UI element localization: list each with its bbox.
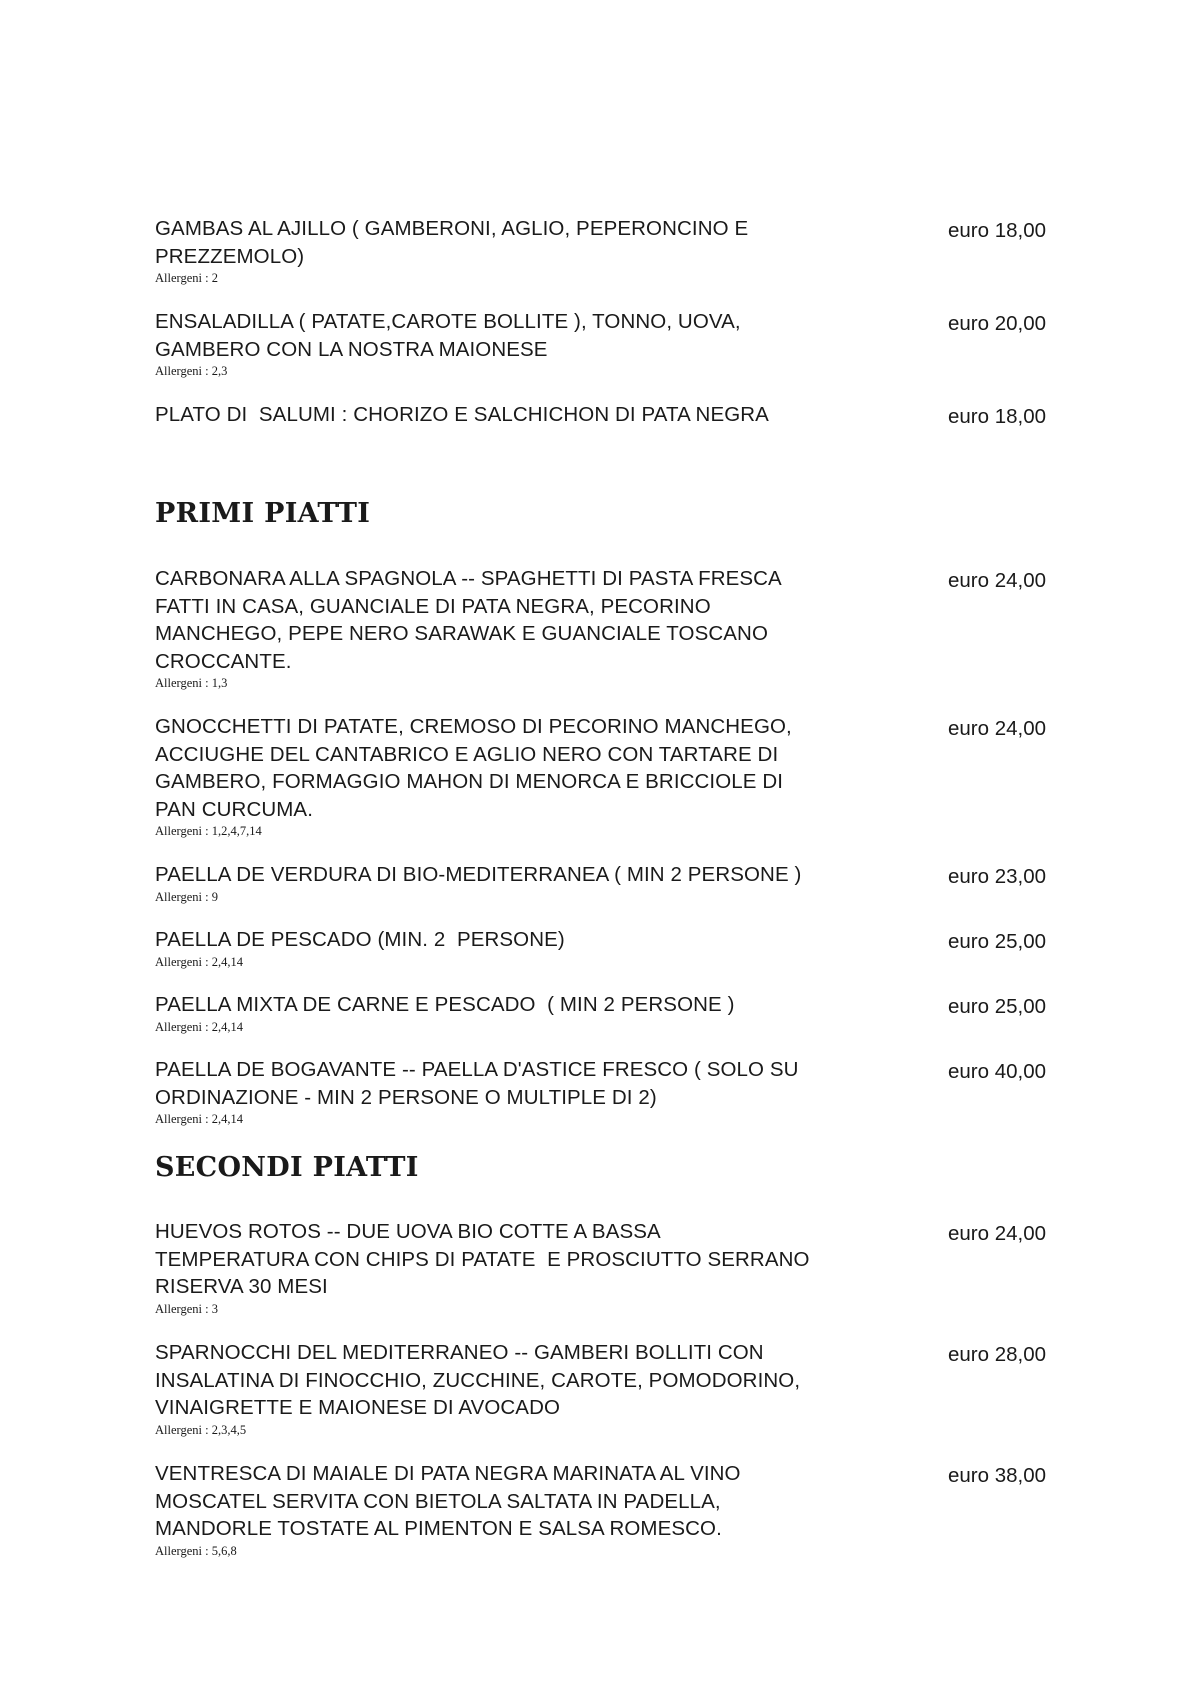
menu-item-salumi	[155, 401, 1055, 429]
menu-item-gnocchetti	[155, 713, 1055, 838]
menu-item-sparnocchi	[155, 1339, 1055, 1437]
item-price: euro 24,00	[948, 569, 1047, 592]
item-allergens: Allergeni : 5,6,8	[155, 1543, 237, 1558]
item-description: PAELLA DE BOGAVANTE -- PAELLA D'ASTICE FRESCO ( SOLO SU ORDINAZIONE - MIN 2 PERSONE O MULTIPLE DI 2)	[155, 1058, 799, 1109]
item-allergens: Allergeni : 2,4,14	[155, 954, 243, 969]
item-price: euro 18,00	[948, 219, 1047, 242]
item-description: SPARNOCCHI DEL MEDITERRANEO -- GAMBERI BOLLITI CON INSALATINA DI FINOCCHIO, ZUCCHINE, CAROTE, POMODORINO, VINAIGRETTE E MAIONESE DI AVOCADO	[155, 1341, 801, 1419]
item-allergens: Allergeni : 2,4,14	[155, 1112, 243, 1126]
item-description: ENSALADILLA ( PATATE,CAROTE BOLLITE ), TONNO, UOVA, GAMBERO CON LA NOSTRA MAIONESE	[155, 310, 741, 361]
item-description: PAELLA DE VERDURA DI BIO-MEDITERRANEA ( MIN 2 PERSONE )	[155, 863, 802, 886]
item-allergens: Allergeni : 1,3	[155, 676, 228, 690]
item-price: euro 38,00	[948, 1464, 1047, 1487]
menu-item-gambas	[155, 215, 1055, 285]
item-allergens: Allergeni : 2,3	[155, 364, 228, 378]
menu-item-paella-pescado	[155, 926, 1055, 969]
item-description: CARBONARA ALLA SPAGNOLA -- SPAGHETTI DI PASTA FRESCA FATTI IN CASA, GUANCIALE DI PATA NEGRA, PECORINO MANCHEGO, PEPE NERO SARAWAK E GUANCIALE TOSCANO CROCCANTE.	[155, 567, 782, 673]
item-price: euro 40,00	[948, 1060, 1047, 1083]
item-description: PLATO DI SALUMI : CHORIZO E SALCHICHON DI PATA NEGRA	[155, 403, 769, 426]
item-allergens: Allergeni : 2,3,4,5	[155, 1422, 247, 1437]
item-allergens: Allergeni : 2	[155, 271, 218, 285]
menu-item-huevos-rotos	[155, 1218, 1055, 1316]
item-description: PAELLA MIXTA DE CARNE E PESCADO ( MIN 2 PERSONE )	[155, 993, 735, 1016]
item-description: PAELLA DE PESCADO (MIN. 2 PERSONE)	[155, 928, 565, 951]
item-description: GAMBAS AL AJILLO ( GAMBERONI, AGLIO, PEPERONCINO E PREZZEMOLO)	[155, 217, 749, 268]
menu-item-carbonara	[155, 565, 1055, 690]
menu-item-ventresca	[155, 1460, 1055, 1558]
item-price: euro 25,00	[948, 930, 1047, 953]
item-price: euro 28,00	[948, 1343, 1047, 1366]
menu-item-paella-bogavante	[155, 1056, 1055, 1126]
menu-item-ensaladilla	[155, 308, 1055, 378]
menu-item-paella-mixta	[155, 991, 1055, 1034]
item-price: euro 18,00	[948, 405, 1047, 428]
item-allergens: Allergeni : 2,4,14	[155, 1019, 243, 1034]
item-allergens: Allergeni : 9	[155, 889, 218, 904]
item-description: VENTRESCA DI MAIALE DI PATA NEGRA MARINATA AL VINO MOSCATEL SERVITA CON BIETOLA SALTATA IN PADELLA, MANDORLE TOSTATE AL PIMENTON E SALSA ROMESCO.	[155, 1462, 741, 1540]
item-price: euro 24,00	[948, 717, 1047, 740]
section-title-primi: PRIMI PIATTI	[155, 498, 371, 529]
item-price: euro 20,00	[948, 312, 1047, 335]
item-price: euro 25,00	[948, 995, 1047, 1018]
item-description: HUEVOS ROTOS -- DUE UOVA BIO COTTE A BASSA TEMPERATURA CON CHIPS DI PATATE E PROSCIUTTO SERRANO RISERVA 30 MESI	[155, 1220, 810, 1298]
menu-item-paella-verdura	[155, 861, 1055, 904]
item-price: euro 24,00	[948, 1222, 1047, 1245]
item-description: GNOCCHETTI DI PATATE, CREMOSO DI PECORINO MANCHEGO, ACCIUGHE DEL CANTABRICO E AGLIO NERO CON TARTARE DI GAMBERO, FORMAGGIO MAHON DI MENORCA E BRICCIOLE DI PAN CURCUMA.	[155, 715, 792, 821]
item-allergens: Allergeni : 1,2,4,7,14	[155, 824, 262, 838]
item-price: euro 23,00	[948, 865, 1047, 888]
item-allergens: Allergeni : 3	[155, 1301, 218, 1316]
section-title-secondi: SECONDI PIATTI	[155, 1152, 419, 1183]
